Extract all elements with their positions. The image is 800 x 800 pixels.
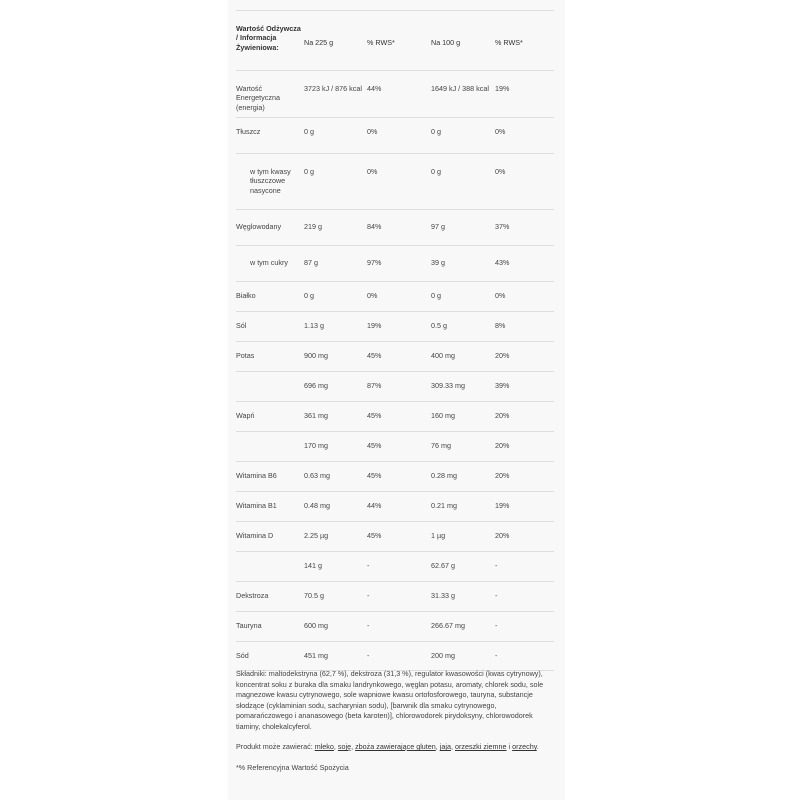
allergen-separator: . xyxy=(536,742,539,751)
nutrient-value: 3723 kJ / 876 kcal xyxy=(304,84,362,93)
nutrient-label: Tauryna xyxy=(236,621,262,630)
allergen-separator: i xyxy=(506,742,513,751)
nutrient-value: 0 g xyxy=(304,127,314,136)
allergens-prefix: Produkt może zawierać: xyxy=(236,742,315,751)
nutrient-value: - xyxy=(495,591,498,600)
nutrient-value: 97% xyxy=(367,258,382,267)
nutrient-value: 45% xyxy=(367,441,382,450)
table-row xyxy=(236,521,554,551)
nutrient-value: - xyxy=(367,621,370,630)
table-row xyxy=(236,209,554,245)
nutrient-value: 141 g xyxy=(304,561,322,570)
table-row xyxy=(236,431,554,461)
table-row xyxy=(236,371,554,401)
ingredients-text: Składniki: maltodekstryna (62,7 %), dekstroza (31,3 %), regulator kwasowości (kwas cytrynowy), koncentrat soku z buraka dla smaku landrynkowego, węglan potasu, aromaty, chlorek sodu, sole magnezowe kwasu cytrynowego, sole wapniowe kwasu ortofosforowego, tauryna, substancje słodzące (cyklaminian sodu, sacharynian sodu), [barwnik dla smaku cytrynowego, pomarańczowego i ananasowego (beta karoten)], chlorowodorek pirydoksyny, chlorowodorek tiaminy, cholekalcyferol. xyxy=(236,669,544,731)
nutrient-value: 0 g xyxy=(431,291,441,300)
nutrient-value: 309.33 mg xyxy=(431,381,465,390)
nutrient-value: 451 mg xyxy=(304,651,328,660)
nutrient-value: 160 mg xyxy=(431,411,455,420)
nutrient-value: 0 g xyxy=(431,167,441,176)
nutrient-value: 400 mg xyxy=(431,351,455,360)
nutrient-label: Potas xyxy=(236,351,255,360)
header-cell: % RWS* xyxy=(495,38,523,47)
nutrient-label: Węglowodany xyxy=(236,222,282,231)
table-row xyxy=(236,245,554,281)
nutrient-label: w tym cukry xyxy=(250,258,288,267)
nutrient-value: 170 mg xyxy=(304,441,328,450)
nutrient-value: 1 µg xyxy=(431,531,446,540)
table-row xyxy=(236,551,554,581)
nutrient-label xyxy=(236,432,304,461)
rws-footnote: *% Referencyjna Wartość Spożycia xyxy=(236,763,349,772)
nutrient-value: 900 mg xyxy=(304,351,328,360)
allergen-item: jaja xyxy=(439,742,451,751)
table-row xyxy=(236,117,554,153)
nutrient-value: 20% xyxy=(495,351,510,360)
nutrient-label: Witamina B6 xyxy=(236,471,277,480)
allergens-text xyxy=(236,742,554,753)
table-row xyxy=(236,641,554,671)
nutrient-value: 0.63 mg xyxy=(304,471,330,480)
nutrient-value: 62.67 g xyxy=(431,561,455,570)
table-row xyxy=(236,311,554,341)
nutrient-value: 20% xyxy=(495,411,510,420)
allergen-item: mleko xyxy=(314,742,334,751)
nutrient-value: - xyxy=(495,561,498,570)
allergen-separator: , xyxy=(435,742,440,751)
nutrient-value: 45% xyxy=(367,411,382,420)
nutrient-label: Tłuszcz xyxy=(236,127,261,136)
nutrient-value: 1.13 g xyxy=(304,321,324,330)
nutrient-value: 20% xyxy=(495,471,510,480)
nutrient-value: 76 mg xyxy=(431,441,451,450)
table-row xyxy=(236,341,554,371)
nutrient-value: - xyxy=(367,561,370,570)
nutrient-label: Wartość Energetyczna (energia) xyxy=(236,84,280,112)
nutrient-value: 0.5 g xyxy=(431,321,447,330)
allergen-item: orzeszki ziemne xyxy=(455,742,507,751)
nutrient-value: 84% xyxy=(367,222,382,231)
nutrient-value: 0% xyxy=(495,291,506,300)
nutrient-value: 39 g xyxy=(431,258,445,267)
nutrient-value: 87 g xyxy=(304,258,318,267)
table-row xyxy=(236,581,554,611)
nutrient-value: 266.67 mg xyxy=(431,621,465,630)
nutrient-value: 45% xyxy=(367,471,382,480)
nutrient-value: 19% xyxy=(367,321,382,330)
allergen-item: soję xyxy=(337,742,352,751)
nutrient-value: 70.5 g xyxy=(304,591,324,600)
nutrient-value: - xyxy=(367,591,370,600)
nutrient-value: 39% xyxy=(495,381,510,390)
nutrient-value: 19% xyxy=(495,501,510,510)
nutrient-value: - xyxy=(495,651,498,660)
table-row xyxy=(236,611,554,641)
nutrient-value: 20% xyxy=(495,531,510,540)
nutrient-value: 200 mg xyxy=(431,651,455,660)
nutrient-value: 0% xyxy=(367,127,378,136)
nutrient-label: Wapń xyxy=(236,411,255,420)
nutrient-value: 2.25 µg xyxy=(304,531,329,540)
nutrient-value: 0 g xyxy=(304,167,314,176)
nutrient-value: 600 mg xyxy=(304,621,328,630)
nutrient-value: 97 g xyxy=(431,222,445,231)
nutrient-label: Sód xyxy=(236,651,249,660)
nutrient-label xyxy=(236,552,304,581)
nutrient-value: 0.48 mg xyxy=(304,501,330,510)
nutrient-value: 361 mg xyxy=(304,411,328,420)
header-label: Wartość Odżywcza / Informacja Żywieniowa: xyxy=(236,24,301,52)
nutrient-value: 0.28 mg xyxy=(431,471,457,480)
table-row xyxy=(236,70,554,117)
nutrient-value: 0 g xyxy=(304,291,314,300)
nutrient-value: 20% xyxy=(495,441,510,450)
table-header-row xyxy=(236,10,554,70)
allergen-item: orzechy xyxy=(512,742,537,751)
nutrient-value: 44% xyxy=(367,501,382,510)
allergen-separator: , xyxy=(333,742,338,751)
nutrient-value: 8% xyxy=(495,321,506,330)
nutrient-value: 44% xyxy=(367,84,382,93)
nutrient-value: 696 mg xyxy=(304,381,328,390)
nutrient-value: 45% xyxy=(367,531,382,540)
nutrient-value: 0.21 mg xyxy=(431,501,457,510)
table-row xyxy=(236,153,554,209)
header-cell: Na 100 g xyxy=(431,38,461,47)
allergen-separator: , xyxy=(351,742,356,751)
header-cell: Na 225 g xyxy=(304,38,334,47)
table-row xyxy=(236,461,554,491)
nutrient-label: Białko xyxy=(236,291,256,300)
nutrient-value: 19% xyxy=(495,84,510,93)
nutrient-value: 37% xyxy=(495,222,510,231)
nutrient-value: 87% xyxy=(367,381,382,390)
nutrition-table xyxy=(236,10,554,671)
nutrient-label: Witamina B1 xyxy=(236,501,277,510)
nutrient-label xyxy=(236,372,304,401)
nutrient-value: - xyxy=(495,621,498,630)
nutrient-value: 0% xyxy=(495,127,506,136)
nutrient-value: 0% xyxy=(367,291,378,300)
nutrient-label: Witamina D xyxy=(236,531,274,540)
table-row xyxy=(236,491,554,521)
nutrient-value: 31.33 g xyxy=(431,591,455,600)
allergen-separator: , xyxy=(451,742,455,751)
nutrient-value: 45% xyxy=(367,351,382,360)
nutrient-label: Dekstroza xyxy=(236,591,269,600)
nutrient-value: 219 g xyxy=(304,222,322,231)
nutrient-value: - xyxy=(367,651,370,660)
table-row xyxy=(236,401,554,431)
nutrient-label: Sól xyxy=(236,321,247,330)
nutrient-value: 0% xyxy=(495,167,506,176)
header-cell: % RWS* xyxy=(367,38,395,47)
nutrient-value: 1649 kJ / 388 kcal xyxy=(431,84,489,93)
product-notes xyxy=(236,669,554,753)
nutrient-value: 0% xyxy=(367,167,378,176)
nutrient-value: 0 g xyxy=(431,127,441,136)
nutrient-value: 43% xyxy=(495,258,510,267)
nutrient-label: w tym kwasy tłuszczowe nasycone xyxy=(250,167,291,195)
table-row xyxy=(236,281,554,311)
allergen-item: zboża zawierające gluten xyxy=(355,742,436,751)
